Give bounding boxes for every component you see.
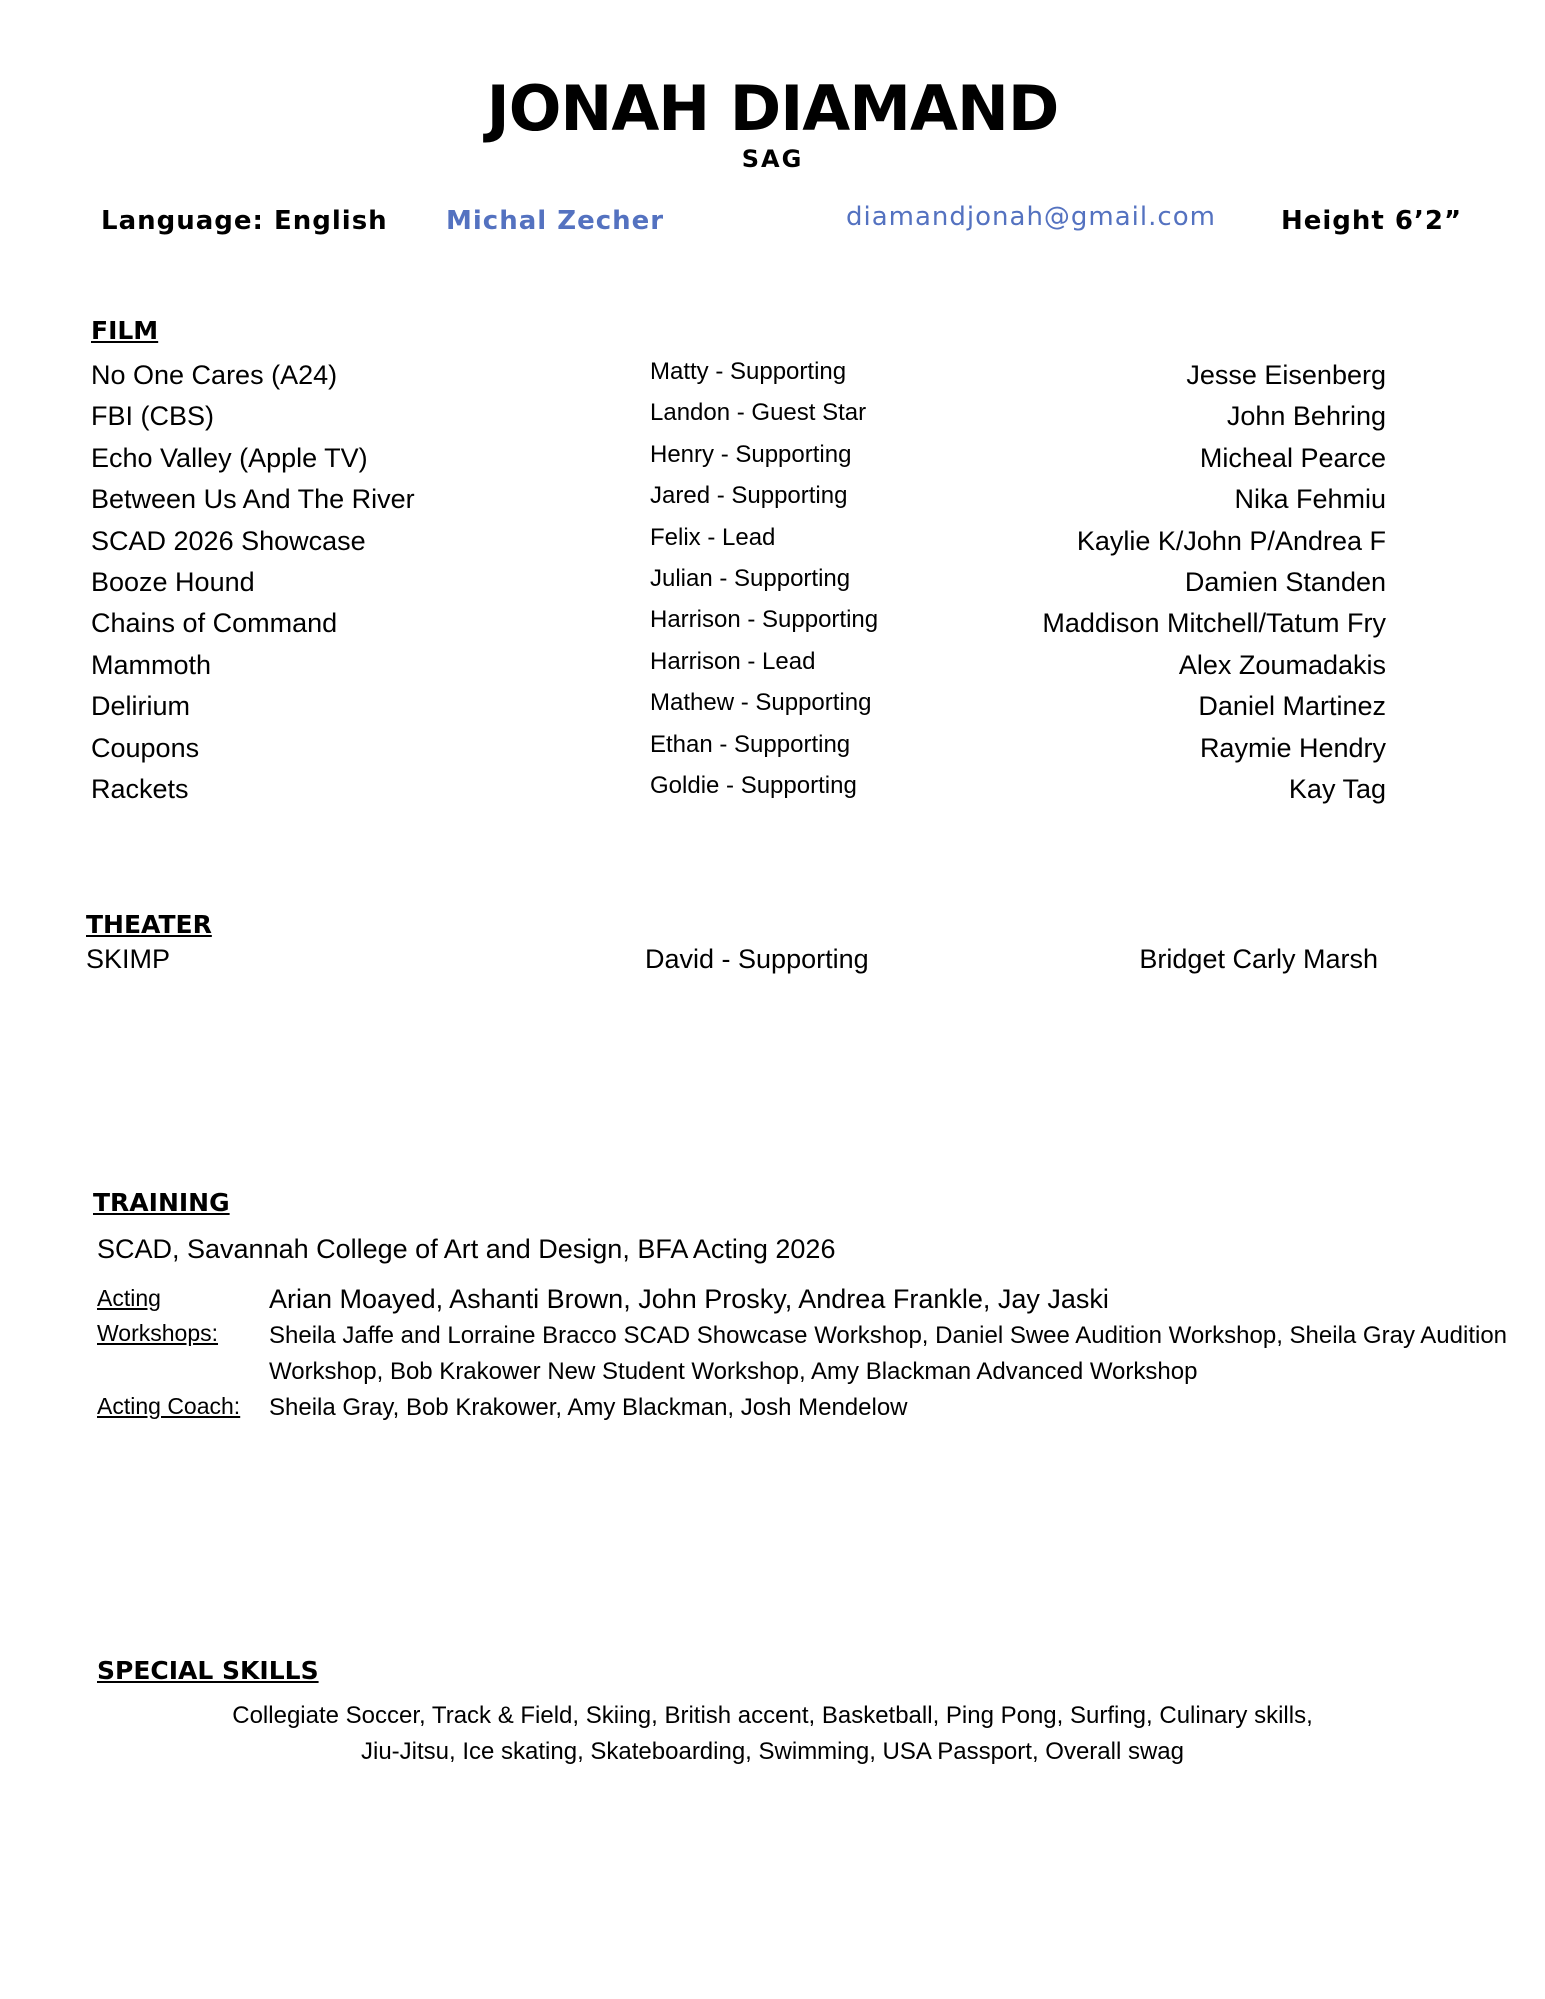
film-role: Matty - Supporting [650, 358, 847, 385]
film-credit-row [0, 730, 1545, 774]
theater-credit-row [0, 944, 1545, 985]
film-role: Henry - Supporting [650, 440, 852, 468]
film-credit-row [0, 440, 1545, 484]
film-title: No One Cares (A24) [91, 360, 338, 390]
film-title: Delirium [91, 691, 191, 722]
film-director: Daniel Martinez [1198, 691, 1386, 722]
acting-teachers: Arian Moayed, Ashanti Brown, John Prosky, Andrea Frankle, Jay Jaski [269, 1284, 1109, 1314]
film-title: Booze Hound [91, 567, 255, 597]
film-title: Coupons [91, 732, 200, 763]
film-role: Jared - Supporting [650, 482, 848, 510]
film-director: Kay Tag [1288, 774, 1386, 804]
theater-title: SKIMP [86, 944, 171, 974]
theater-role: David - Supporting [645, 944, 869, 974]
film-director: Kaylie K/John P/Andrea F [1076, 525, 1386, 556]
acting-label: Acting [97, 1285, 161, 1311]
film-credit-row [0, 484, 1545, 525]
agent-name: Michal Zecher [446, 206, 665, 236]
film-role: Ethan - Supporting [650, 730, 851, 758]
film-director: John Behring [1226, 401, 1386, 432]
film-credit-row [0, 360, 1545, 401]
film-title: Mammoth [91, 649, 212, 680]
film-credit-row [0, 774, 1545, 815]
workshops-label: Workshops: [97, 1320, 219, 1346]
skills-line-1: Collegiate Soccer, Track & Field, Skiing, British accent, Basketball, Ping Pong, Surfing, Culinary skills, [232, 1702, 1313, 1729]
union-affiliation: SAG [741, 145, 804, 173]
film-credit-row [0, 608, 1545, 649]
film-director: Nika Fehmiu [1234, 484, 1386, 515]
skills-line-2: Jiu-Jitsu, Ice skating, Skateboarding, Swimming, USA Passport, Overall swag [360, 1738, 1184, 1765]
film-role: Felix - Lead [650, 523, 776, 551]
special-skills-heading: SPECIAL SKILLS [97, 1656, 319, 1685]
film-role: Goldie - Supporting [650, 772, 857, 799]
training-school: SCAD, Savannah College of Art and Design, BFA Acting 2026 [97, 1234, 836, 1264]
film-role: Harrison - Supporting [650, 606, 879, 634]
film-credit-row [0, 567, 1545, 608]
film-credit-row [0, 691, 1545, 732]
film-director: Raymie Hendry [1199, 732, 1386, 763]
film-role: Julian - Supporting [650, 565, 851, 592]
film-heading: FILM [91, 316, 159, 345]
acting-coach-label: Acting Coach: [97, 1393, 241, 1419]
film-title: Echo Valley (Apple TV) [91, 442, 368, 473]
film-role: Harrison - Lead [650, 647, 816, 675]
actor-name: JONAH DIAMAND [486, 72, 1059, 145]
film-title: Rackets [91, 774, 189, 804]
film-director: Micheal Pearce [1199, 442, 1386, 473]
film-director: Damien Standen [1184, 567, 1386, 597]
workshops-line-1: Sheila Jaffe and Lorraine Bracco SCAD Showcase Workshop, Daniel Swee Audition Workshop, Sheila Gray Audition [269, 1322, 1508, 1349]
workshops-line-2: Workshop, Bob Krakower New Student Workshop, Amy Blackman Advanced Workshop [269, 1358, 1198, 1385]
film-title: SCAD 2026 Showcase [91, 525, 366, 556]
film-role: Landon - Guest Star [650, 399, 867, 427]
film-title: Between Us And The River [91, 484, 415, 515]
theater-heading: THEATER [86, 910, 212, 939]
email-address[interactable]: diamandjonah@gmail.com [846, 202, 1216, 232]
film-director: Jesse Eisenberg [1186, 360, 1386, 390]
theater-director: Bridget Carly Marsh [1139, 944, 1378, 974]
acting-coach-names: Sheila Gray, Bob Krakower, Amy Blackman, Josh Mendelow [269, 1394, 908, 1421]
film-credit-row [0, 647, 1545, 691]
training-heading: TRAINING [93, 1188, 230, 1217]
language-info: Language: English [101, 206, 388, 236]
film-credit-row [0, 523, 1545, 567]
film-director: Alex Zoumadakis [1178, 649, 1386, 680]
film-credit-row [0, 401, 1545, 442]
film-title: Chains of Command [91, 608, 338, 639]
film-title: FBI (CBS) [91, 401, 215, 432]
film-role: Mathew - Supporting [650, 689, 872, 717]
height-info: Height 6’2” [1281, 206, 1463, 236]
film-director: Maddison Mitchell/Tatum Fry [1042, 608, 1386, 639]
